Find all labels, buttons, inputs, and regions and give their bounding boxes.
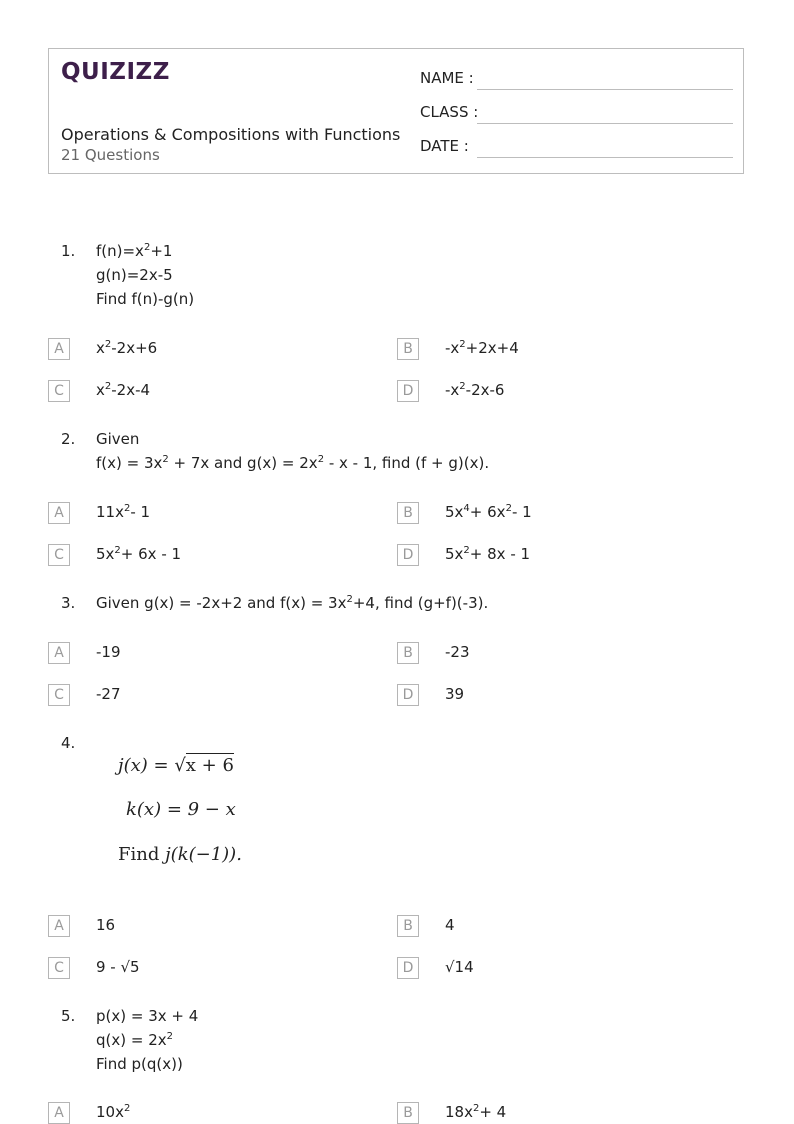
question-line: g(n)=2x-5 [96, 266, 173, 284]
option-b-text: -23 [445, 643, 470, 661]
option-d-box[interactable]: D [397, 957, 419, 979]
option-d-text: $-x^2-2x-6$ [445, 381, 505, 399]
option-b-box[interactable]: B [397, 502, 419, 524]
question-line: $f(n)=x^2+1$ [96, 242, 173, 260]
math-line-k: k(x) = 9 − x [126, 799, 236, 820]
option-c-box[interactable]: C [48, 380, 70, 402]
name-label: NAME : [420, 69, 474, 87]
question-number: 1. [61, 242, 76, 260]
name-field[interactable] [477, 89, 733, 90]
option-a-text: $x^2-2x+6$ [96, 339, 158, 357]
worksheet-header [48, 48, 744, 174]
question-number: 3. [61, 594, 76, 612]
question-count: 21 Questions [61, 146, 160, 164]
question-line: $q(x) = 2x^2$ [96, 1031, 174, 1049]
option-a-text: $10x^2$ [96, 1103, 131, 1121]
option-a-box[interactable]: A [48, 1102, 70, 1124]
option-a-box[interactable]: A [48, 502, 70, 524]
quizizz-logo: QUIZIZZ [61, 59, 170, 85]
option-b-text: $18x^2+ 4$ [445, 1103, 507, 1121]
date-label: DATE : [420, 137, 469, 155]
option-a-box[interactable]: A [48, 338, 70, 360]
option-c-box[interactable]: C [48, 544, 70, 566]
option-b-box[interactable]: B [397, 1102, 419, 1124]
option-d-text: √14 [445, 958, 474, 976]
option-c-text: -27 [96, 685, 121, 703]
option-c-text: $x^2-2x-4$ [96, 381, 151, 399]
math-line-find: Find j(k(−1)). [118, 844, 242, 865]
option-d-text: $5x^2+ 8x - 1$ [445, 545, 531, 563]
question-number: 5. [61, 1007, 76, 1025]
class-label: CLASS : [420, 103, 479, 121]
question-line: Find p(q(x)) [96, 1055, 183, 1073]
option-a-text: -19 [96, 643, 121, 661]
worksheet-title: Operations & Compositions with Functions [61, 125, 401, 144]
question-number: 2. [61, 430, 76, 448]
question-line: $f(x) = 3x^2 + 7x$ and $g(x) = 2x^2 - x - 1$, find (f + g)(x). [96, 454, 490, 472]
question-line: Find f(n)-g(n) [96, 290, 195, 308]
option-b-box[interactable]: B [397, 338, 419, 360]
class-field[interactable] [477, 123, 733, 124]
option-a-box[interactable]: A [48, 915, 70, 937]
option-b-text: 4 [445, 916, 455, 934]
question-number: 4. [61, 734, 76, 752]
option-b-box[interactable]: B [397, 642, 419, 664]
math-line-j: j(x) = √x + 6 [118, 755, 234, 776]
option-c-box[interactable]: C [48, 684, 70, 706]
option-a-text: 16 [96, 916, 116, 934]
option-c-text: 9 - √5 [96, 958, 140, 976]
question-line: p(x) = 3x + 4 [96, 1007, 199, 1025]
option-b-text: $-x^2+2x+4$ [445, 339, 519, 357]
option-a-box[interactable]: A [48, 642, 70, 664]
option-b-box[interactable]: B [397, 915, 419, 937]
option-b-text: $5x^4+ 6x^2-$ 1 [445, 503, 532, 521]
option-a-text: $11x^2-$ 1 [96, 503, 151, 521]
option-c-text: $5x^2+ 6x - 1$ [96, 545, 182, 563]
option-d-box[interactable]: D [397, 544, 419, 566]
option-d-box[interactable]: D [397, 380, 419, 402]
date-field[interactable] [477, 157, 733, 158]
option-d-box[interactable]: D [397, 684, 419, 706]
option-d-text: 39 [445, 685, 465, 703]
question-line: Given [96, 430, 140, 448]
question-line: Given g(x) = -2x+2 and $f(x) = 3x^2+4$, find (g+f)(-3). [96, 594, 489, 612]
option-c-box[interactable]: C [48, 957, 70, 979]
